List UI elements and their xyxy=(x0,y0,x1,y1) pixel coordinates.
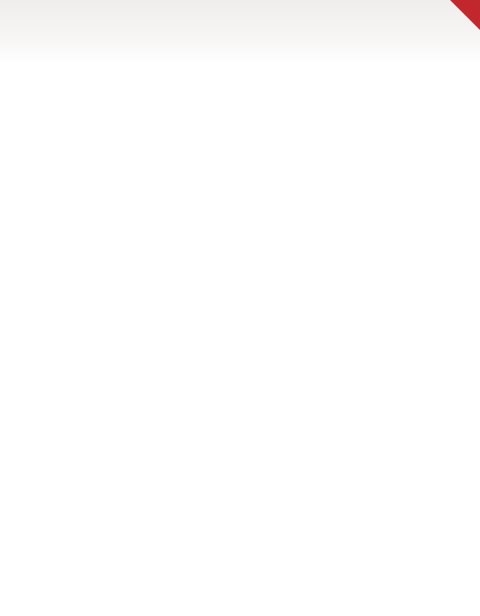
page-footer xyxy=(360,594,480,608)
page-header-band xyxy=(0,0,480,64)
corner-accent xyxy=(450,0,480,30)
